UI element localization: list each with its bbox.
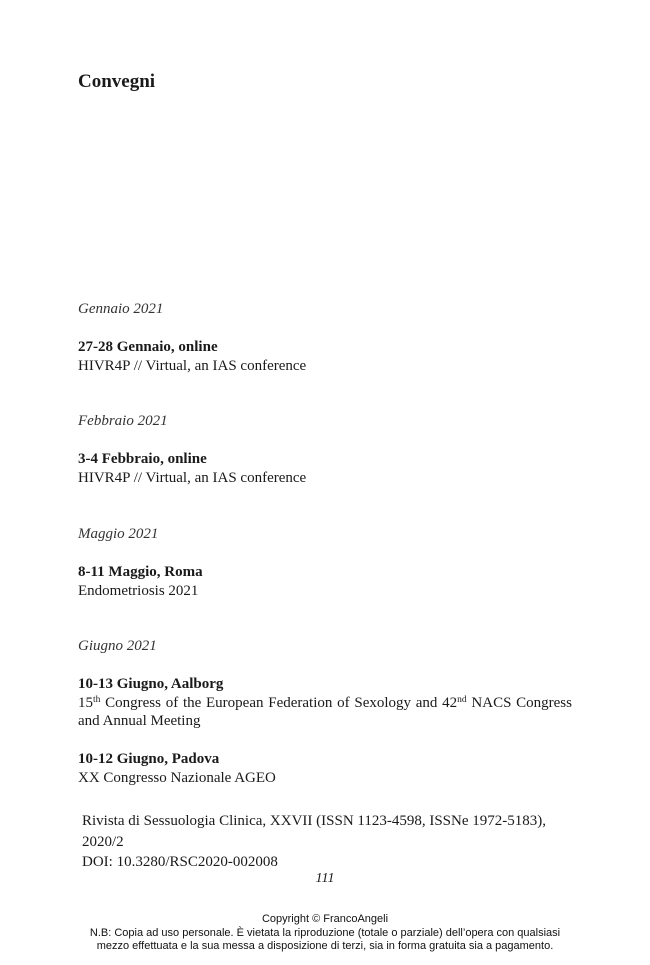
month-heading-giugno: Giugno 2021 [78,638,157,654]
citation-line: 2020/2 [82,833,124,850]
event-entry [78,338,572,375]
event-entry [78,675,572,731]
page-number: 111 [315,871,335,886]
event-name-text: Congress of the European Federation of Sexology and 42 [100,694,458,711]
event-name [78,694,572,731]
copyright-footer [0,913,650,954]
usage-notice-line: mezzo effettuata e la sua messa a disposizione di terzi, sia in forma gratuita sia a pagamento. [96,940,554,952]
event-entry [78,450,572,487]
ordinal-suffix: th [93,694,101,705]
event-name: HIVR4P // Virtual, an IAS conference [78,357,307,374]
page-title: Convegni [78,71,156,92]
month-heading-febbraio: Febbraio 2021 [78,413,168,429]
month-heading-gennaio: Gennaio 2021 [78,301,164,317]
event-name-ordinal-number: 15 [78,694,93,711]
event-date: 3-4 Febbraio, online [78,451,207,467]
ordinal-suffix: nd [457,694,467,705]
event-entry [78,563,572,600]
event-name-text: NACS Congress and Annual Meeting [78,694,572,729]
month-heading-maggio: Maggio 2021 [78,526,159,542]
citation-doi: DOI: 10.3280/RSC2020-002008 [82,854,278,870]
event-date: 10-13 Giugno, Aalborg [78,676,224,692]
copyright-line: Copyright © FrancoAngeli [261,913,389,925]
event-name: Endometriosis 2021 [78,582,199,599]
journal-citation [82,811,592,873]
event-name: XX Congresso Nazionale AGEO [78,769,276,786]
event-date: 8-11 Maggio, Roma [78,564,203,580]
event-date: 10-12 Giugno, Padova [78,751,220,767]
event-name: HIVR4P // Virtual, an IAS conference [78,469,307,486]
event-date: 27-28 Gennaio, online [78,339,218,355]
usage-notice-line: N.B: Copia ad uso personale. È vietata la riproduzione (totale o parziale) dell’opera con qualsiasi [89,926,561,939]
event-entry [78,750,572,787]
citation-line: Rivista di Sessuologia Clinica, XXVII (ISSN 1123-4598, ISSNe 1972-5183), [82,813,547,829]
